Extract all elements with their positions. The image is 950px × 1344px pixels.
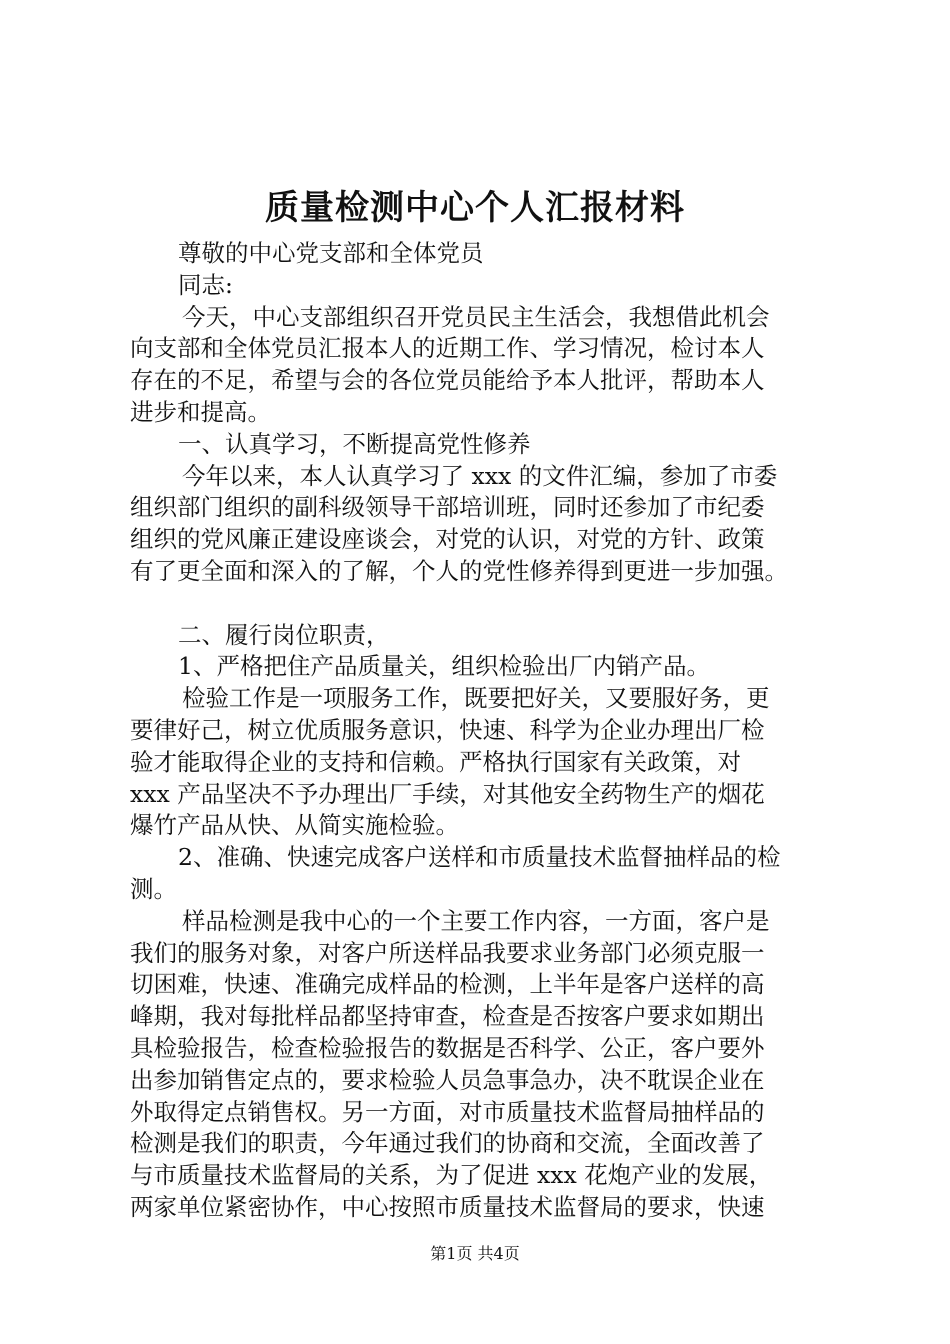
paragraph-line: 出参加销售定点的，要求检验人员急事急办，决不耽误企业在 <box>130 1065 765 1094</box>
salutation-line: 同志: <box>178 270 233 299</box>
paragraph-line: 样品检测是我中心的一个主要工作内容，一方面，客户是 <box>182 906 770 935</box>
paragraph-line: 今年以来，本人认真学习了 xxx 的文件汇编，参加了市委 <box>182 461 778 490</box>
paragraph-line: 验才能取得企业的支持和信赖。严格执行国家有关政策，对 <box>130 747 741 776</box>
subsection-heading: 2、准确、快速完成客户送样和市质量技术监督抽样品的检 <box>178 843 781 872</box>
paragraph-line: 爆竹产品从快、从简实施检验。 <box>130 811 459 840</box>
paragraph-line: 向支部和全体党员汇报本人的近期工作、学习情况，检讨本人 <box>130 334 765 363</box>
section-heading: 二、履行岗位职责， <box>178 620 390 649</box>
paragraph-line: 进步和提高。 <box>130 397 271 426</box>
paragraph-line: 有了更全面和深入的了解，个人的党性修养得到更进一步加强。 <box>130 556 788 585</box>
subsection-heading: 1、严格把住产品质量关，组织检验出厂内销产品。 <box>178 652 710 681</box>
paragraph-line: 峰期，我对每批样品都坚持审查，检查是否按客户要求如期出 <box>130 1002 765 1031</box>
paragraph-line: 两家单位紧密协作，中心按照市质量技术监督局的要求，快速 <box>130 1192 765 1221</box>
paragraph-line: 与市质量技术监督局的关系，为了促进 xxx 花炮产业的发展， <box>130 1161 773 1190</box>
paragraph-line: 今天，中心支部组织召开党员民主生活会，我想借此机会 <box>182 302 770 331</box>
paragraph-line: 我们的服务对象，对客户所送样品我要求业务部门必须克服一 <box>130 938 765 967</box>
paragraph-line: 组织部门组织的副科级领导干部培训班，同时还参加了市纪委 <box>130 493 765 522</box>
paragraph-line: 组织的党风廉正建设座谈会，对党的认识，对党的方针、政策 <box>130 525 765 554</box>
paragraph-line: 具检验报告，检查检验报告的数据是否科学、公正，客户要外 <box>130 1033 765 1062</box>
paragraph-line: xxx 产品坚决不予办理出厂手续，对其他安全药物生产的烟花 <box>130 779 765 808</box>
paragraph-line: 要律好己，树立优质服务意识，快速、科学为企业办理出厂检 <box>130 715 765 744</box>
paragraph-line: 外取得定点销售权。另一方面，对市质量技术监督局抽样品的 <box>130 1097 765 1126</box>
salutation-line: 尊敬的中心党支部和全体党员 <box>178 239 484 267</box>
blank-line <box>130 588 835 620</box>
subsection-heading: 测。 <box>130 874 177 903</box>
section-heading: 一、认真学习，不断提高党性修养 <box>178 429 531 458</box>
document-body <box>130 238 835 1224</box>
paragraph-line: 切困难，快速、准确完成样品的检测，上半年是客户送样的高 <box>130 970 765 999</box>
paragraph-line: 存在的不足，希望与会的各位党员能给予本人批评，帮助本人 <box>130 366 765 395</box>
paragraph-line: 检验工作是一项服务工作，既要把好关，又要服好务，更 <box>182 684 770 713</box>
document-title: 质量检测中心个人汇报材料 <box>265 188 685 228</box>
paragraph-line: 检测是我们的职责，今年通过我们的协商和交流，全面改善了 <box>130 1129 765 1158</box>
page-number: 第1页 共4页 <box>430 1244 520 1263</box>
